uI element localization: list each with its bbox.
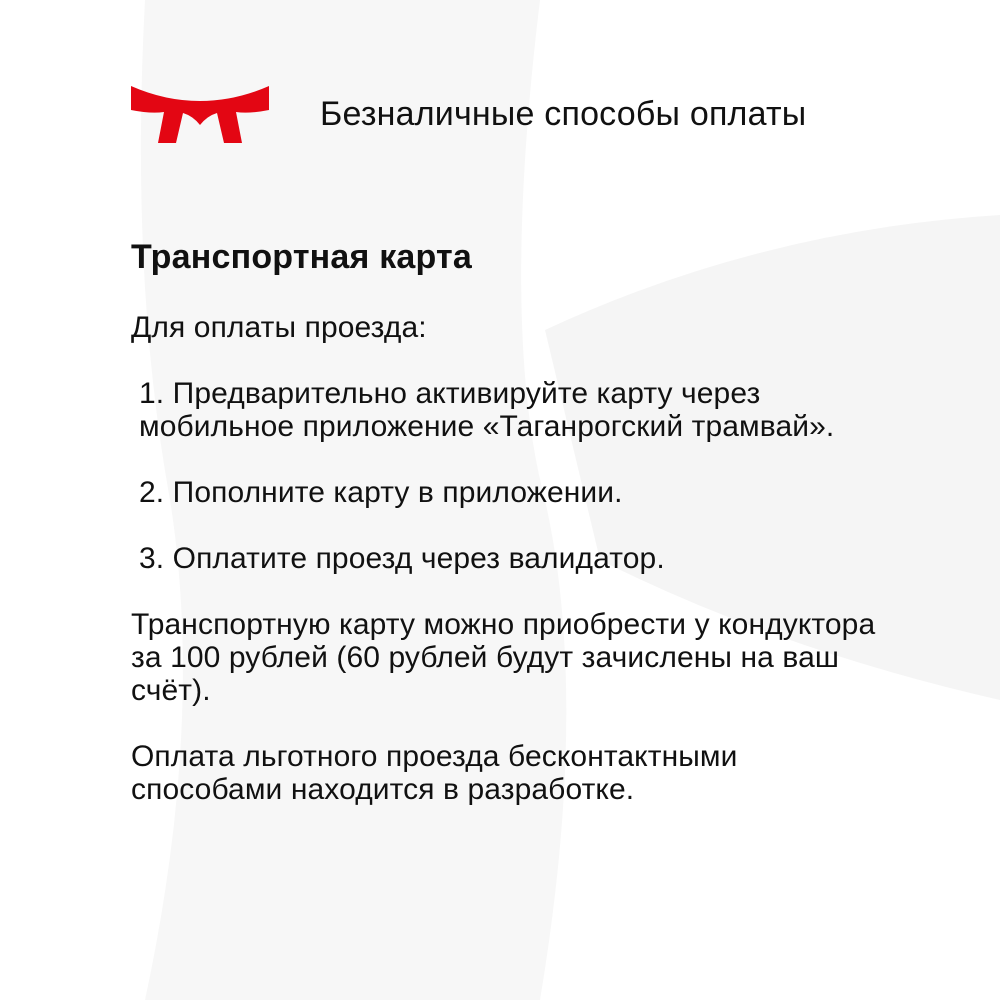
main-content <box>131 236 891 806</box>
section-heading: Транспортная карта <box>131 238 473 276</box>
tram-logo <box>131 85 269 143</box>
intro-text: Для оплаты проезда: <box>131 311 427 344</box>
benefit-note: Оплата льготного проезда бесконтактными способами находится в разработке. <box>131 740 738 806</box>
purchase-note: Транспортную карту можно приобрести у кондуктора за 100 рублей (60 рублей будут зачислены на ваш счёт). <box>131 608 876 707</box>
step-3: 3. Оплатите проезд через валидатор. <box>139 542 665 575</box>
step-2: 2. Пополните карту в приложении. <box>139 476 623 509</box>
step-1: 1. Предварительно активируйте карту через мобильное приложение «Таганрогский трамвай». <box>139 377 835 443</box>
page-title: Безналичные способы оплаты <box>320 95 807 133</box>
